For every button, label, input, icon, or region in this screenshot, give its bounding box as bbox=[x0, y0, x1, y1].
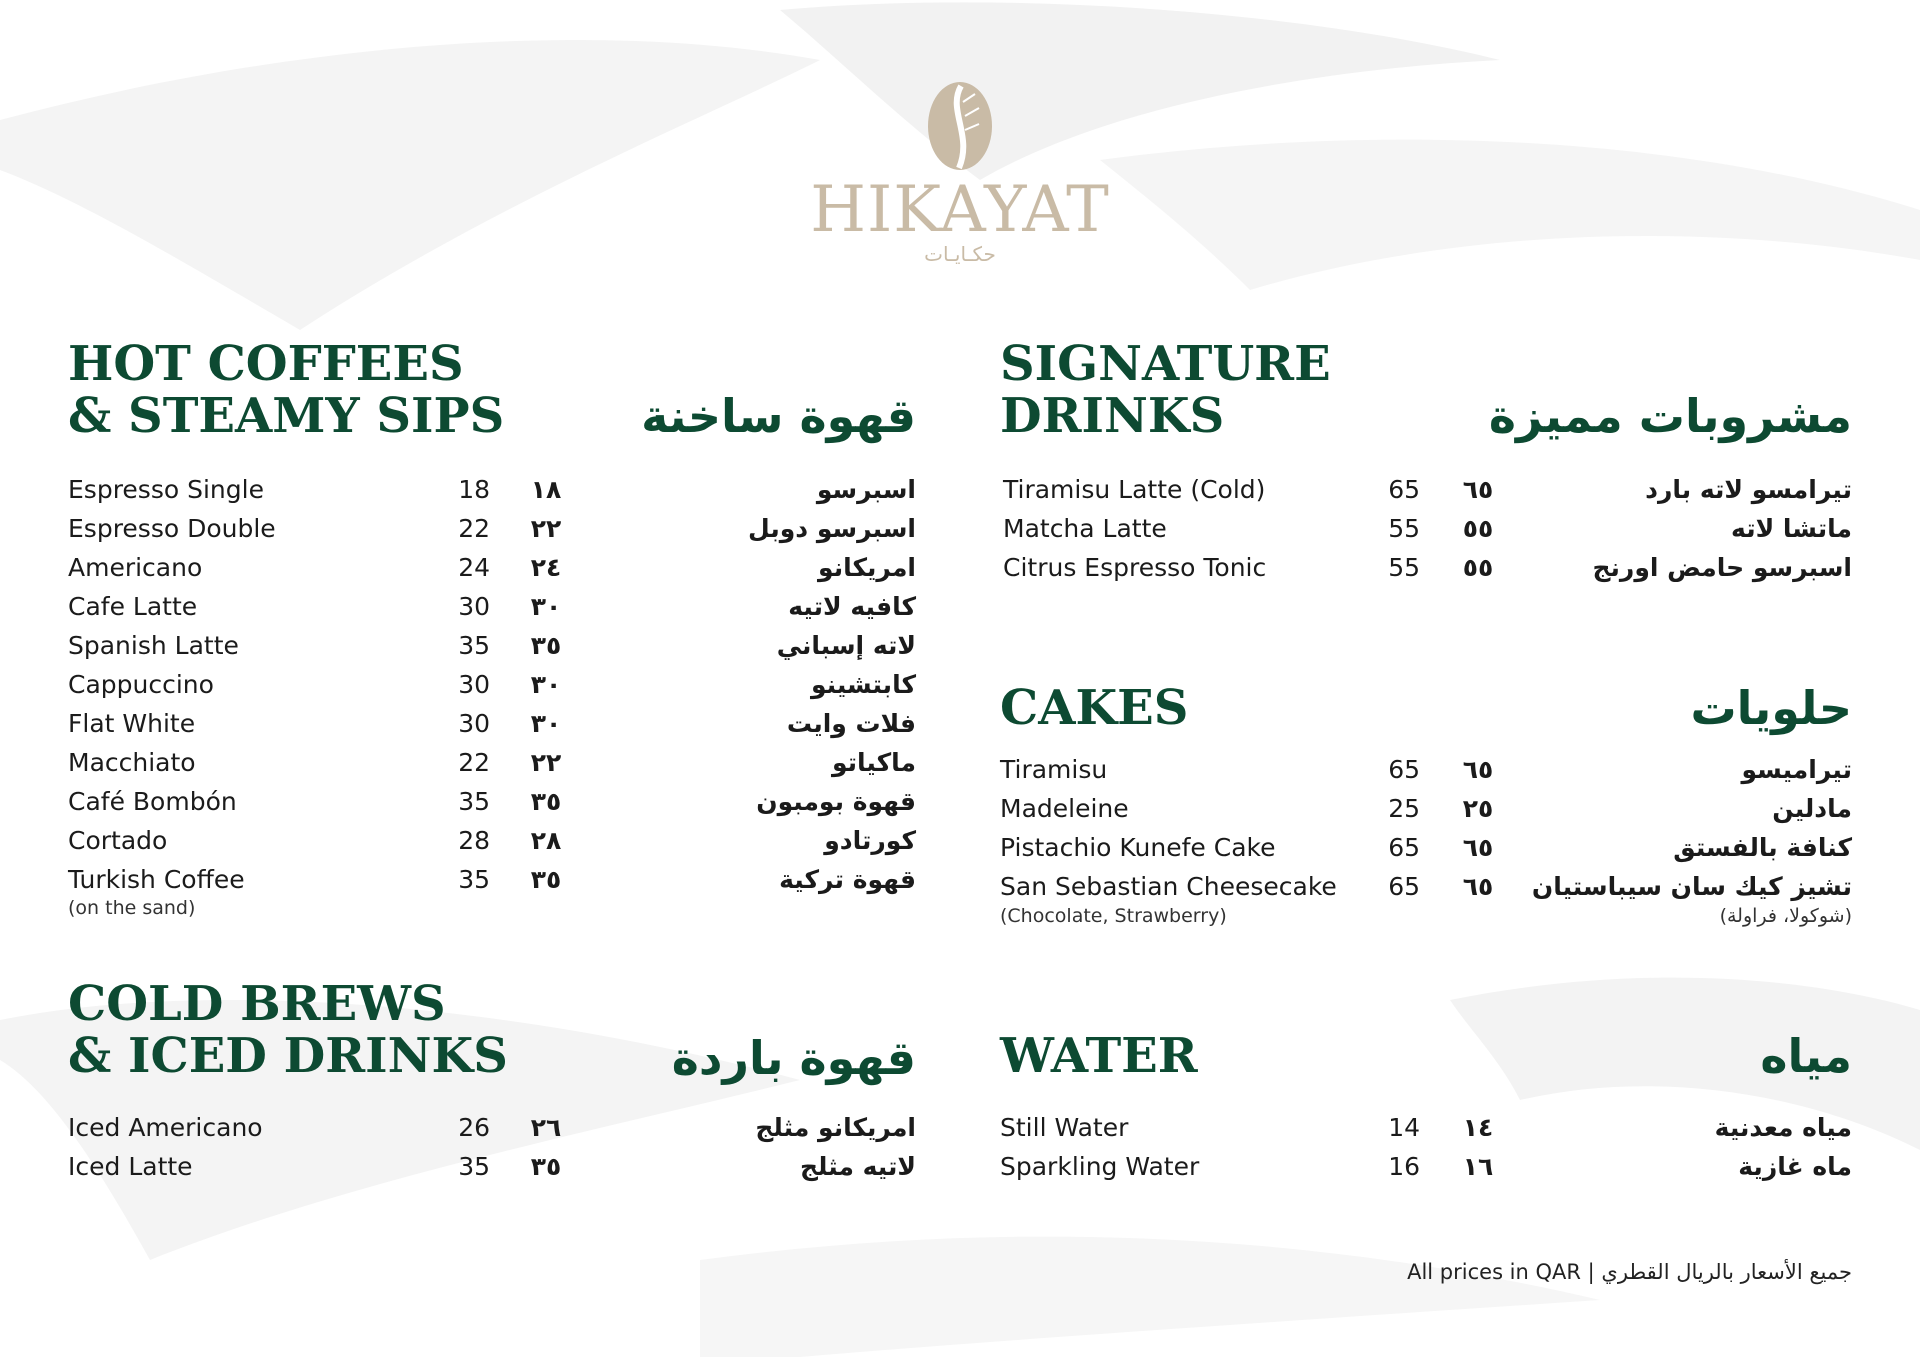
item-name-arabic: فلات وايت bbox=[786, 709, 916, 738]
item-name-arabic: ماتشا لاته bbox=[1731, 514, 1852, 543]
item-price: 22 bbox=[458, 748, 490, 777]
item-name-arabic: قهوة تركية bbox=[779, 865, 916, 894]
section-signature-drinks bbox=[1000, 338, 1852, 598]
menu-item bbox=[68, 665, 916, 704]
item-name-arabic: اسبرسو حامض اورنج bbox=[1592, 553, 1852, 582]
item-price: 25 bbox=[1388, 794, 1420, 823]
item-name-arabic: كافيه لاتيه bbox=[788, 592, 916, 621]
menu-item bbox=[1000, 789, 1852, 828]
item-name-arabic: ماكياتو bbox=[831, 748, 916, 777]
item-price: 18 bbox=[458, 475, 490, 504]
item-name: Espresso Single bbox=[68, 475, 264, 504]
item-price: 24 bbox=[458, 553, 490, 582]
menu-item bbox=[68, 470, 916, 509]
menu-item bbox=[68, 548, 916, 587]
item-price-arabic: ٢٢ bbox=[530, 748, 562, 777]
item-name-arabic: اسبرسو bbox=[816, 475, 916, 504]
section-water bbox=[1000, 1030, 1852, 1200]
item-name-arabic: تشيز كيك سان سيباستيان bbox=[1531, 872, 1852, 901]
item-price: 14 bbox=[1388, 1113, 1420, 1142]
item-name-arabic: قهوة بومبون bbox=[756, 787, 916, 816]
item-name: Spanish Latte bbox=[68, 631, 239, 660]
item-name: San Sebastian Cheesecake bbox=[1000, 872, 1337, 901]
item-name: Turkish Coffee bbox=[68, 865, 245, 894]
item-name-arabic: كنافة بالفستق bbox=[1673, 833, 1852, 862]
item-price: 65 bbox=[1388, 833, 1420, 862]
item-name-arabic: كابتشينو bbox=[810, 670, 916, 699]
item-price: 35 bbox=[458, 631, 490, 660]
item-price-arabic: ٣٠ bbox=[530, 592, 562, 621]
item-price-arabic: ٢٥ bbox=[1462, 794, 1494, 823]
item-price-arabic: ٥٥ bbox=[1462, 553, 1494, 582]
item-price-arabic: ٢٨ bbox=[530, 826, 562, 855]
item-name-arabic: كورتادو bbox=[824, 826, 916, 855]
item-name-arabic: تيرامسو لاته بارد bbox=[1645, 475, 1852, 504]
item-price-arabic: ٣٥ bbox=[530, 1152, 562, 1181]
item-price-arabic: ١٨ bbox=[530, 475, 562, 504]
item-price: 28 bbox=[458, 826, 490, 855]
item-price-arabic: ٣٥ bbox=[530, 787, 562, 816]
item-price-arabic: ٢٦ bbox=[530, 1113, 562, 1142]
item-price-arabic: ٣٠ bbox=[530, 709, 562, 738]
menu-item bbox=[1000, 1108, 1852, 1147]
item-name-arabic: تيراميسو bbox=[1741, 755, 1852, 784]
menu-item bbox=[68, 509, 916, 548]
section-title-arabic: حلويات bbox=[1690, 681, 1852, 735]
item-name: Cappuccino bbox=[68, 670, 214, 699]
menu-item bbox=[1000, 750, 1852, 789]
menu-item bbox=[68, 587, 916, 626]
menu-item bbox=[68, 860, 916, 899]
item-name: Café Bombón bbox=[68, 787, 237, 816]
item-price: 30 bbox=[458, 709, 490, 738]
item-name: Citrus Espresso Tonic bbox=[1003, 553, 1267, 582]
section-cakes bbox=[1000, 682, 1852, 942]
menu-item bbox=[1000, 828, 1852, 867]
item-name: Macchiato bbox=[68, 748, 196, 777]
price-note-footer: All prices in QAR | جميع الأسعار بالريال القطري bbox=[1407, 1260, 1852, 1284]
item-name-arabic: ماه غازية bbox=[1738, 1152, 1852, 1181]
menu-item bbox=[68, 1147, 916, 1186]
item-price: 65 bbox=[1388, 872, 1420, 901]
item-price: 55 bbox=[1388, 514, 1420, 543]
item-name-arabic: اسبرسو دوبل bbox=[748, 514, 916, 543]
item-name: Tiramisu Latte (Cold) bbox=[1003, 475, 1266, 504]
item-price: 35 bbox=[458, 787, 490, 816]
item-price-arabic: ٦٥ bbox=[1462, 833, 1494, 862]
item-note: (Chocolate, Strawberry) bbox=[1000, 905, 1227, 927]
item-price-arabic: ٢٢ bbox=[530, 514, 562, 543]
menu-item bbox=[1000, 470, 1852, 509]
menu-item bbox=[1000, 548, 1852, 587]
item-name: Espresso Double bbox=[68, 514, 276, 543]
brand-logo bbox=[810, 80, 1110, 280]
menu-item bbox=[68, 704, 916, 743]
item-name-arabic: مياه معدنية bbox=[1714, 1113, 1852, 1142]
menu-item bbox=[68, 782, 916, 821]
section-title-arabic: قهوة باردة bbox=[671, 1031, 916, 1085]
item-price: 26 bbox=[458, 1113, 490, 1142]
item-name-arabic: لاتيه مثلج bbox=[800, 1152, 916, 1181]
item-price-arabic: ٦٥ bbox=[1462, 475, 1494, 504]
item-price-arabic: ١٦ bbox=[1462, 1152, 1494, 1181]
item-price: 30 bbox=[458, 592, 490, 621]
item-name-arabic: امريكانو bbox=[818, 553, 916, 582]
item-price: 35 bbox=[458, 1152, 490, 1181]
item-name: Americano bbox=[68, 553, 203, 582]
menu-item bbox=[68, 626, 916, 665]
item-price: 35 bbox=[458, 865, 490, 894]
item-name: Iced Americano bbox=[68, 1113, 263, 1142]
section-title-arabic: مشروبات مميزة bbox=[1488, 389, 1852, 443]
section-title: COLD BREWS & ICED DRINKS bbox=[68, 976, 508, 1084]
item-price-arabic: ٣٥ bbox=[530, 631, 562, 660]
item-note-arabic: (شوكولا، فراولة) bbox=[1719, 905, 1852, 927]
menu-item bbox=[1000, 1147, 1852, 1186]
brand-name-arabic: حكـايـات bbox=[924, 242, 996, 266]
item-name: Flat White bbox=[68, 709, 196, 738]
item-price: 55 bbox=[1388, 553, 1420, 582]
item-name: Tiramisu bbox=[1000, 755, 1108, 784]
menu-item bbox=[1000, 867, 1852, 906]
item-price: 30 bbox=[458, 670, 490, 699]
coffee-bean-feather-icon bbox=[925, 80, 995, 172]
item-name-arabic: امريكانو مثلج bbox=[755, 1113, 916, 1142]
item-name: Sparkling Water bbox=[1000, 1152, 1200, 1181]
item-name: Still Water bbox=[1000, 1113, 1129, 1142]
item-price-arabic: ٣٥ bbox=[530, 865, 562, 894]
section-hot-coffees bbox=[68, 338, 916, 938]
item-name: Pistachio Kunefe Cake bbox=[1000, 833, 1276, 862]
item-name-arabic: لاته إسباني bbox=[776, 631, 916, 660]
item-name: Cafe Latte bbox=[68, 592, 198, 621]
menu-item bbox=[68, 743, 916, 782]
section-cold-brews bbox=[68, 978, 916, 1198]
item-note: (on the sand) bbox=[68, 897, 196, 919]
item-price-arabic: ١٤ bbox=[1462, 1113, 1494, 1142]
item-name: Madeleine bbox=[1000, 794, 1129, 823]
item-name: Matcha Latte bbox=[1003, 514, 1167, 543]
section-title: SIGNATURE DRINKS bbox=[1000, 336, 1331, 444]
menu-item bbox=[1000, 509, 1852, 548]
brand-name: HIKAYAT bbox=[810, 173, 1110, 247]
section-title-arabic: مياه bbox=[1760, 1029, 1852, 1083]
item-price-arabic: ٢٤ bbox=[530, 553, 562, 582]
item-price-arabic: ٦٥ bbox=[1462, 755, 1494, 784]
section-title: WATER bbox=[1000, 1028, 1198, 1084]
item-price: 16 bbox=[1388, 1152, 1420, 1181]
item-price: 65 bbox=[1388, 475, 1420, 504]
section-title-arabic: قهوة ساخنة bbox=[641, 389, 916, 443]
item-name: Cortado bbox=[68, 826, 168, 855]
menu-item bbox=[68, 821, 916, 860]
item-price-arabic: ٣٠ bbox=[530, 670, 562, 699]
item-name-arabic: مادلين bbox=[1772, 794, 1852, 823]
item-price: 22 bbox=[458, 514, 490, 543]
item-price-arabic: ٦٥ bbox=[1462, 872, 1494, 901]
section-title: HOT COFFEES & STEAMY SIPS bbox=[68, 336, 505, 444]
item-name: Iced Latte bbox=[68, 1152, 193, 1181]
item-price: 65 bbox=[1388, 755, 1420, 784]
section-title: CAKES bbox=[1000, 680, 1189, 736]
item-price-arabic: ٥٥ bbox=[1462, 514, 1494, 543]
menu-item bbox=[68, 1108, 916, 1147]
